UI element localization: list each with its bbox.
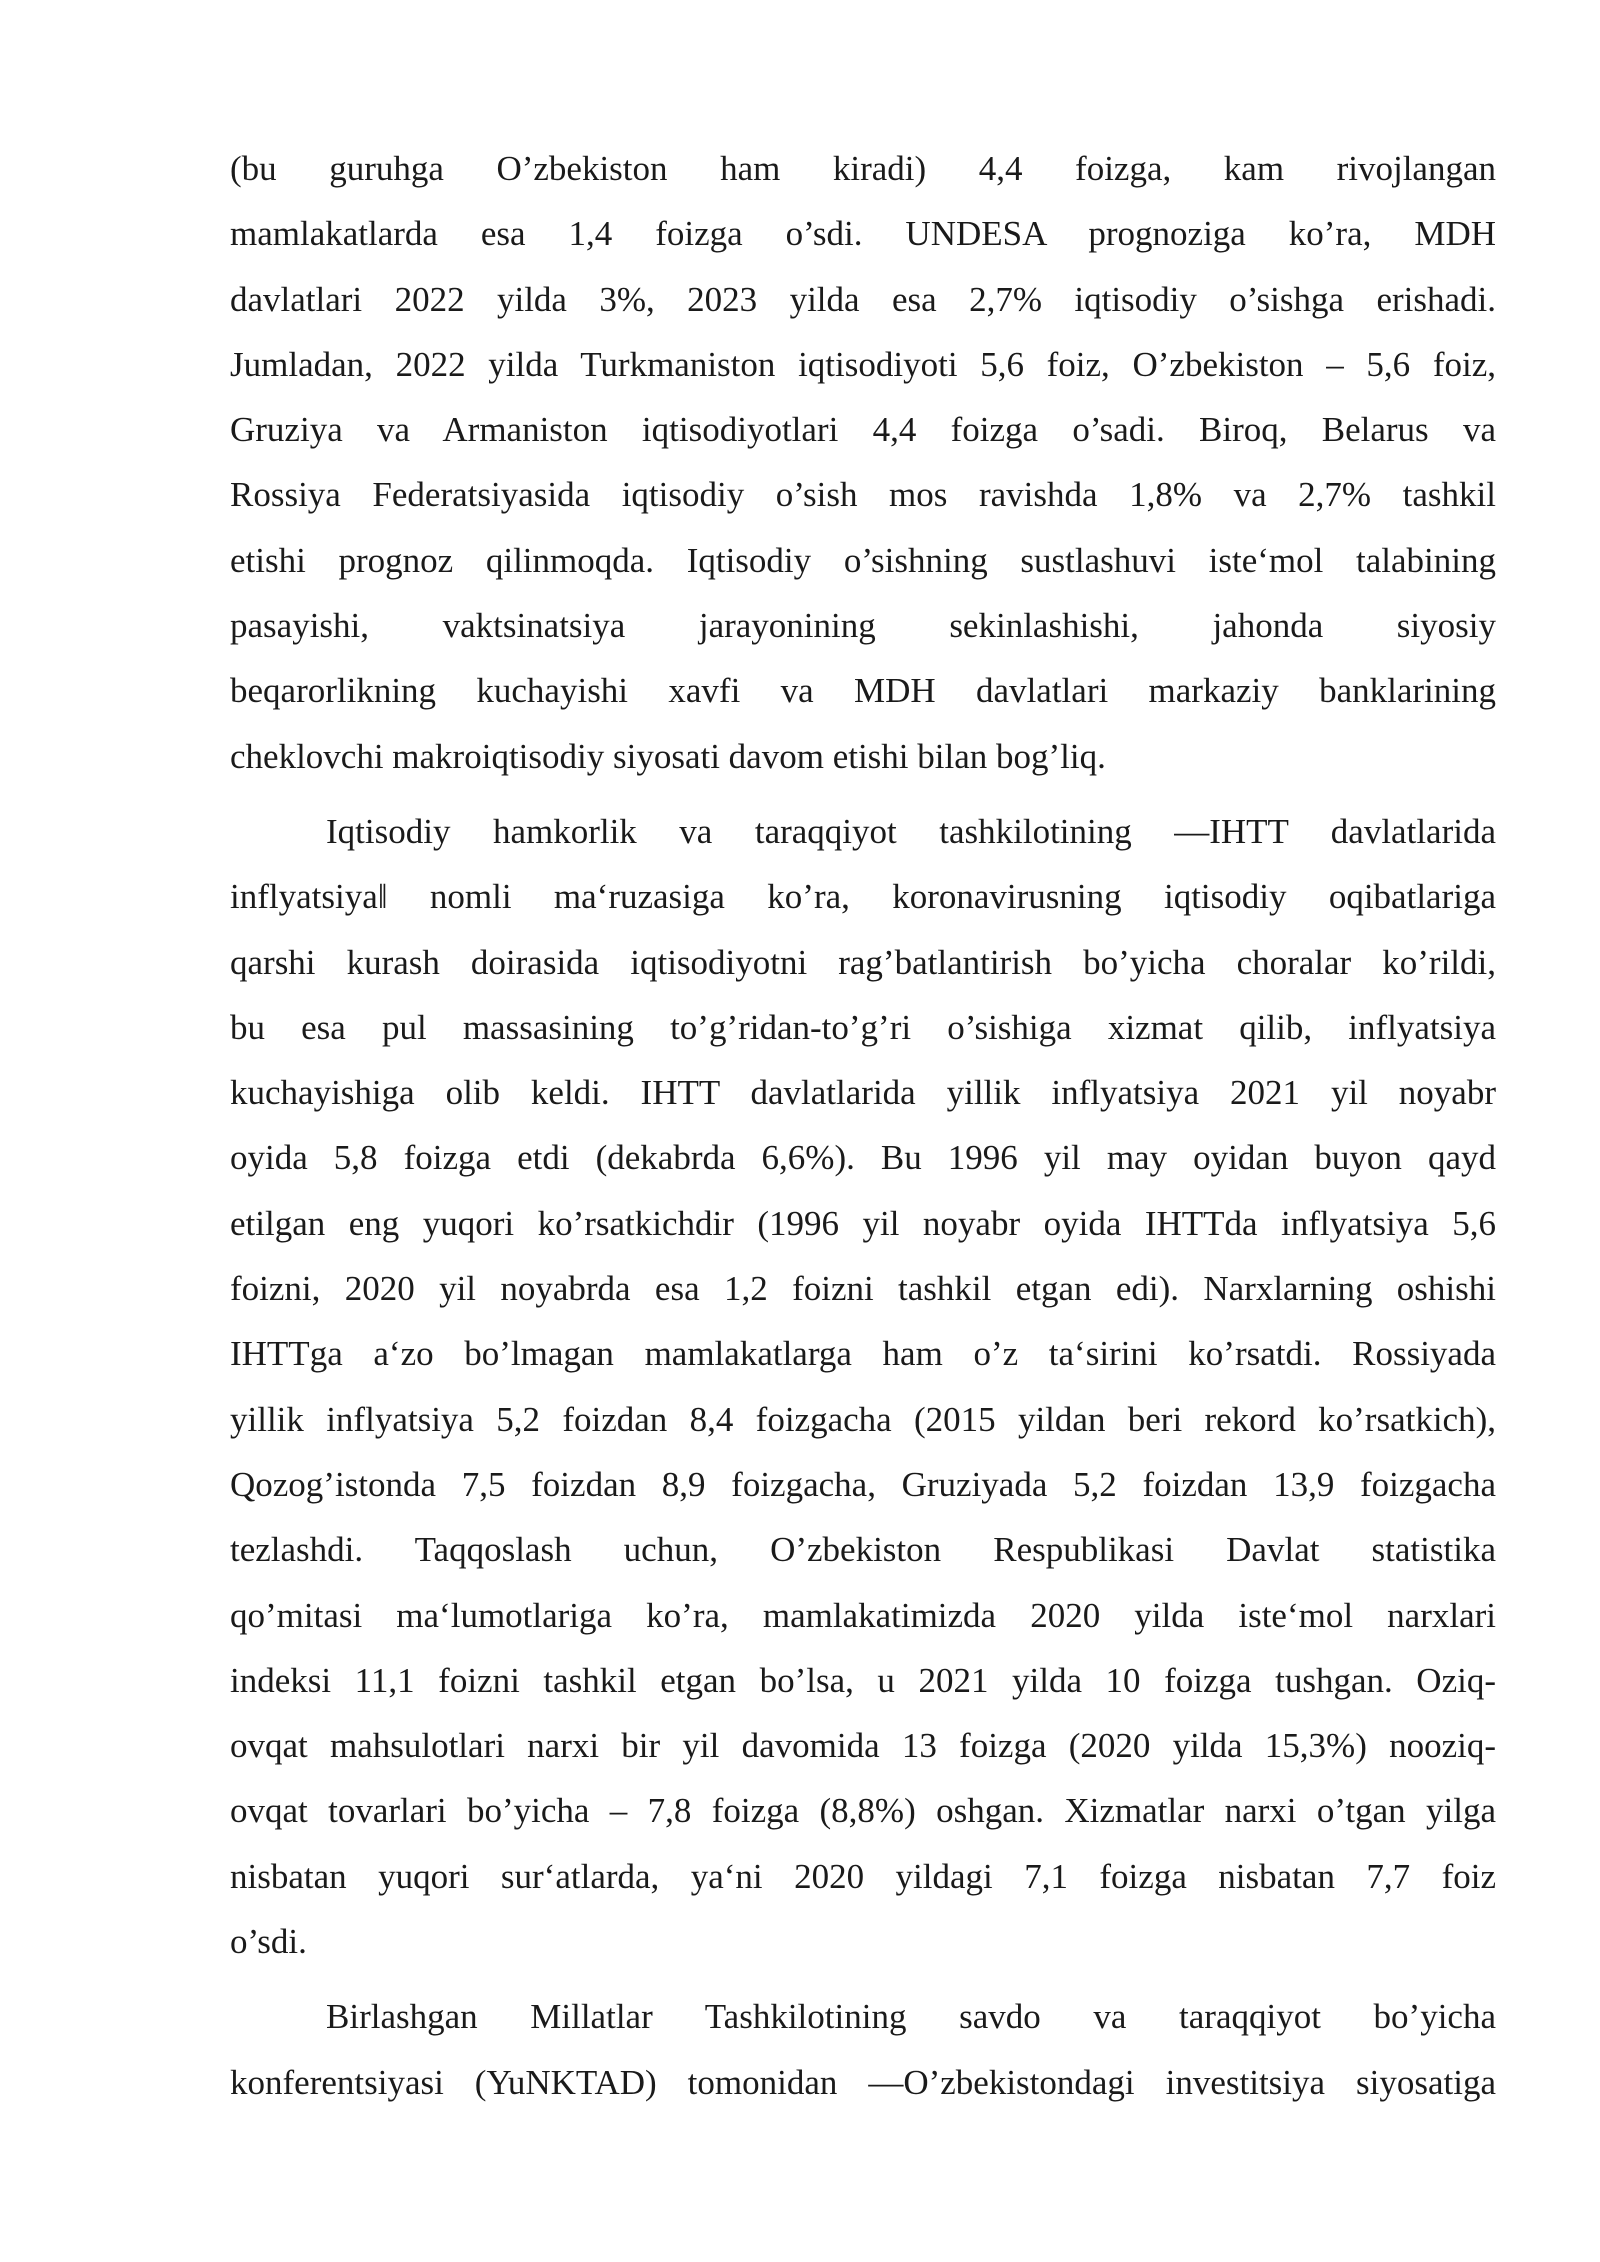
- text-line: kuchayishiga olib keldi. IHTT davlatlarida yillik inflyatsiya 2021 yil noyabr: [230, 1073, 1496, 1113]
- document-page: [230, 136, 1496, 2115]
- text-line: o’sdi.: [230, 1922, 307, 1962]
- text-line: IHTTga a‘zo bo’lmagan mamlakatlarga ham o’z ta‘sirini ko’rsatdi. Rossiyada: [230, 1334, 1496, 1374]
- text-line: oyida 5,8 foizga etdi (dekabrda 6,6%). Bu 1996 yil may oyidan buyon qayd: [230, 1138, 1496, 1178]
- text-line: beqarorlikning kuchayishi xavfi va MDH davlatlari markaziy banklarining: [230, 671, 1496, 711]
- text-line: nisbatan yuqori sur‘atlarda, ya‘ni 2020 yildagi 7,1 foizga nisbatan 7,7 foiz: [230, 1856, 1496, 1896]
- text-line: Iqtisodiy hamkorlik va taraqqiyot tashkilotining ―IHTT davlatlarida: [326, 811, 1496, 851]
- text-line: cheklovchi makroiqtisodiy siyosati davom etishi bilan bog’liq.: [230, 736, 1106, 776]
- text-line: ovqat tovarlari bo’yicha – 7,8 foizga (8,8%) oshgan. Xizmatlar narxi o’tgan yilga: [230, 1791, 1496, 1831]
- text-line: Gruziya va Armaniston iqtisodiyotlari 4,4 foizga o’sadi. Biroq, Belarus va: [230, 410, 1496, 450]
- text-line: etishi prognoz qilinmoqda. Iqtisodiy o’sishning sustlashuvi iste‘mol talabining: [230, 540, 1496, 580]
- text-line: davlatlari 2022 yilda 3%, 2023 yilda esa 2,7% iqtisodiy o’sishga erishadi.: [230, 279, 1496, 319]
- text-line: etilgan eng yuqori ko’rsatkichdir (1996 yil noyabr oyida IHTTda inflyatsiya 5,6: [230, 1203, 1496, 1243]
- paragraph-spacing: [230, 1974, 1496, 1984]
- text-line: Rossiya Federatsiyasida iqtisodiy o’sish mos ravishda 1,8% va 2,7% tashkil: [230, 475, 1496, 515]
- text-line: inflyatsiya‖ nomli ma‘ruzasiga ko’ra, koronavirusning iqtisodiy oqibatlariga: [230, 877, 1496, 917]
- text-line: tezlashdi. Taqqoslash uchun, O’zbekiston Respublikasi Davlat statistika: [230, 1530, 1496, 1570]
- text-line: Qozog’istonda 7,5 foizdan 8,9 foizgacha, Gruziyada 5,2 foizdan 13,9 foizgacha: [230, 1464, 1496, 1504]
- paragraph-3: [230, 1984, 1496, 2115]
- text-line: konferentsiyasi (YuNKTAD) tomonidan ―O’zbekistondagi investitsiya siyosatiga: [230, 2062, 1496, 2102]
- text-line: yillik inflyatsiya 5,2 foizdan 8,4 foizgacha (2015 yildan beri rekord ko’rsatkich),: [230, 1399, 1496, 1439]
- paragraph-spacing: [230, 789, 1496, 799]
- text-line: ovqat mahsulotlari narxi bir yil davomida 13 foizga (2020 yilda 15,3%) nooziq-: [230, 1726, 1496, 1766]
- text-line: bu esa pul massasining to’g’ridan-to’g’ri o’sishiga xizmat qilib, inflyatsiya: [230, 1007, 1496, 1047]
- text-line: (bu guruhga O’zbekiston ham kiradi) 4,4 foizga, kam rivojlangan: [230, 149, 1496, 188]
- text-line: indeksi 11,1 foizni tashkil etgan bo’lsa, u 2021 yilda 10 foizga tushgan. Oziq-: [230, 1660, 1496, 1700]
- text-line: foizni, 2020 yil noyabrda esa 1,2 foizni tashkil etgan edi). Narxlarning oshishi: [230, 1269, 1496, 1309]
- paragraph-2: [230, 799, 1496, 1974]
- text-line: pasayishi, vaktsinatsiya jarayonining sekinlashishi, jahonda siyosiy: [230, 606, 1496, 646]
- text-line: Birlashgan Millatlar Tashkilotining savdo va taraqqiyot bo’yicha: [326, 1997, 1496, 2037]
- text-line: qo’mitasi ma‘lumotlariga ko’ra, mamlakatimizda 2020 yilda iste‘mol narxlari: [230, 1595, 1496, 1635]
- paragraph-1: [230, 136, 1496, 789]
- text-line: mamlakatlarda esa 1,4 foizga o’sdi. UNDESA prognoziga ko’ra, MDH: [230, 214, 1496, 254]
- text-line: qarshi kurash doirasida iqtisodiyotni rag’batlantirish bo’yicha choralar ko’rildi,: [230, 942, 1496, 982]
- text-line: Jumladan, 2022 yilda Turkmaniston iqtisodiyoti 5,6 foiz, O’zbekiston – 5,6 foiz,: [230, 344, 1496, 384]
